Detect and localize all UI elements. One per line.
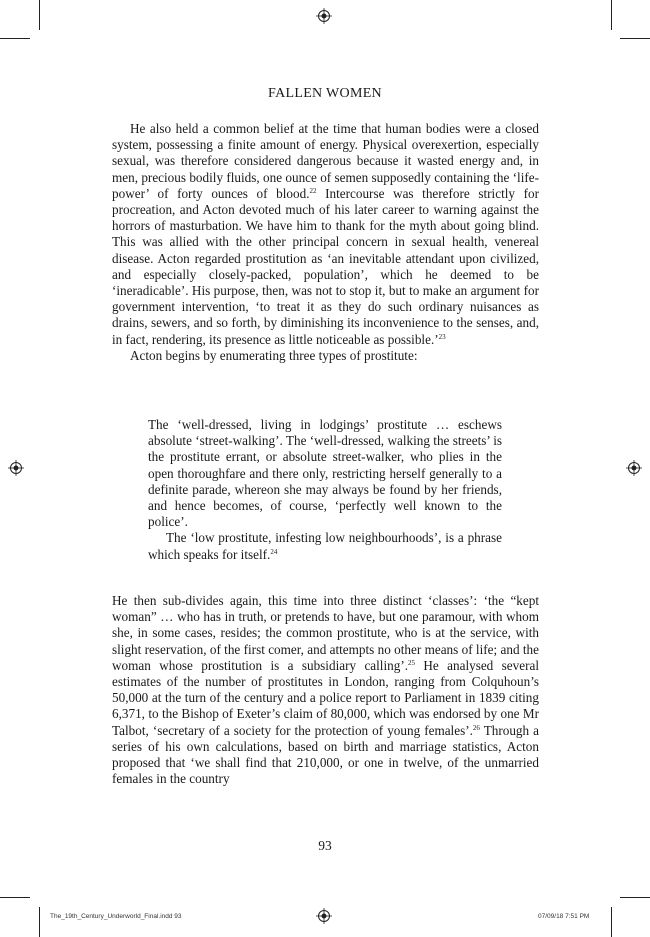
body-text-bottom — [112, 593, 539, 787]
crop-mark — [611, 0, 612, 30]
crop-mark — [620, 897, 650, 898]
registration-mark-icon — [8, 460, 24, 476]
page-number: 93 — [318, 838, 332, 853]
footnote-ref: 24 — [270, 547, 278, 556]
paragraph — [112, 593, 539, 787]
quote-paragraph — [148, 530, 502, 562]
text: He analysed several estimates of the number of prostitutes in London, ranging from Colquhoun’s 50,000 at the turn of the century and a police report to Parliament in 1839 citing 6,371, to the Bishop of Exeter’s claim of 80,000, which was endorsed by one Mr Talbot, ‘secretary of a society for the protection of young females’. — [112, 657, 539, 738]
footnote-ref: 25 — [408, 658, 416, 667]
footnote-ref: 22 — [309, 186, 317, 195]
block-quote — [148, 417, 502, 563]
paragraph: Acton begins by enumerating three types of prostitute: — [130, 347, 418, 363]
running-head: FALLEN WOMEN — [268, 86, 382, 101]
registration-mark-icon — [626, 460, 642, 476]
text: He then sub-divides again, this time into three distinct ‘classes’: ‘the “kept woman” … who has in truth, or pretends to have, but one paramour, with whom she, in some cases, resides; the common prostitute, who is at the service, with slight reservation, of the first comer, and attempts no other means of life; and the woman whose prostitution is a subsidiary calling’. — [112, 593, 539, 673]
crop-mark — [39, 0, 40, 30]
crop-mark — [0, 38, 30, 39]
quote-paragraph: The ‘well-dressed, living in lodgings’ prostitute … eschews absolute ‘street-walking’. The ‘well-dressed, walking the streets’ is the prostitute errant, or absolute street-walker, who plies in the open thoroughfare and there only, restricting herself generally to a definite parade, whereon she may always be found by her friends, and hence becomes, of course, ‘perfectly well known to the police’. — [148, 417, 502, 530]
footnote-ref: 26 — [472, 723, 480, 732]
paragraph — [112, 121, 539, 348]
crop-mark — [620, 38, 650, 39]
text: The ‘low prostitute, infesting low neighbourhoods’, is a phrase which speaks for itself. — [148, 530, 502, 562]
footnote-ref: 23 — [438, 332, 446, 341]
text: He also held a common belief at the time that human bodies were a closed system, possessing a finite amount of energy. Physical overexertion, especially sexual, was therefore considered dangerous because it wasted energy and, in men, precious bodily fluids, one ounce of semen supposedly containing the ‘life-power’ of forty ounces of blood. — [112, 121, 539, 201]
registration-mark-icon — [316, 8, 332, 24]
crop-mark — [611, 907, 612, 937]
body-text-top — [112, 121, 539, 364]
crop-mark — [0, 897, 30, 898]
crop-mark — [39, 907, 40, 937]
text: Through a series of his own calculations, based on birth and marriage statistics, Acton proposed that ‘we shall find that 210,000, or one in twelve, of the unmarried females in the country — [112, 722, 540, 787]
text: Intercourse was therefore strictly for procreation, and Acton devoted much of his later career to warning against the horrors of masturbation. We have him to thank for the myth about going blind. This was allied with the other principal concern in sexual health, venereal disease. Acton regarded prostitution as ‘an inevitable attendant upon civilized, and especially closely-packed, population’, which he deemed to be ‘ineradicable’. His purpose, then, was not to stop it, but to make an argument for government intervention, ‘to treat it as they do such ordinary nuisances as drains, sewers, and so forth, by diminishing its inconvenience to the senses, and, in fact, rendering, its presence as little noticeable as possible.’ — [112, 185, 539, 347]
registration-mark-icon — [316, 908, 332, 924]
slug-date: 07/09/18 7:51 PM — [538, 913, 590, 920]
slug-filename: The_19th_Century_Underworld_Final.indd 93 — [50, 913, 182, 920]
